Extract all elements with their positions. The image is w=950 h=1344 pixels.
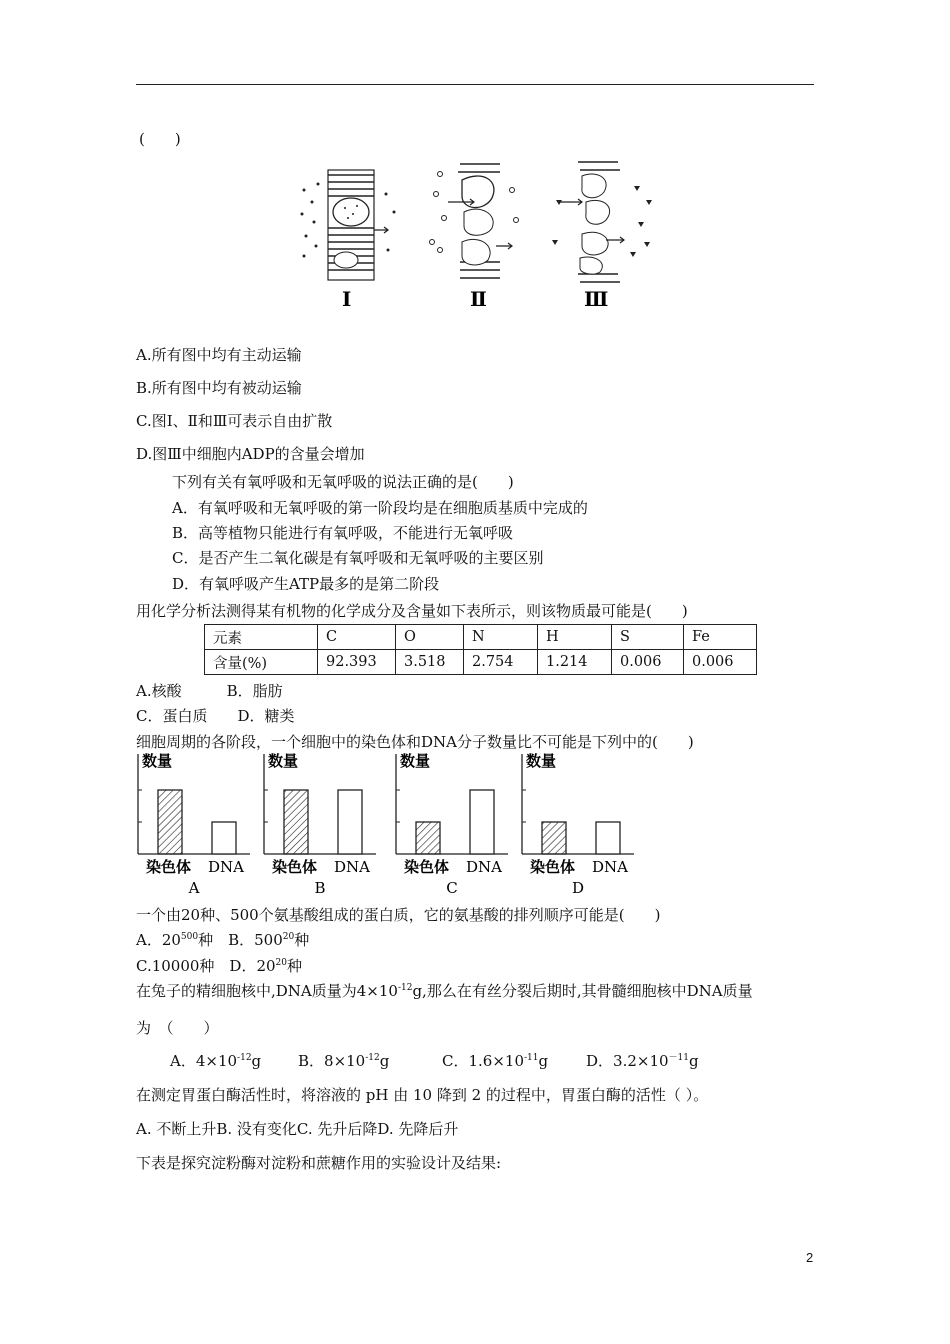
question-answer-blank: ( ) [139,130,181,148]
dna-bar [470,790,494,854]
chart-title: C [446,879,458,897]
y-axis-label: 数量 [142,752,173,770]
dna-bar [596,822,620,854]
page-number: 2 [806,1250,814,1265]
protein-stem: 一个由20种、500个氨基酸组成的蛋白质，它的氨基酸的排列顺序可能是( ) [136,906,661,924]
x-tick-label: 染色体 [530,858,576,876]
respiration-option-d: D．有氧呼吸产生ATP最多的是第二阶段 [172,575,440,593]
dna-option-c: C．$1.6\times 10^{-11}g$ [442,1052,549,1070]
dna-stem-line1: 在兔子的精细胞核中,DNA质量为$4\times 10^{-12}g$,那么在有丝分裂后期时,其骨髓细胞核中DNA质量 [136,982,753,1000]
table-cell: H [538,625,612,650]
protein-options-ab: A．$20^{500}$种 B．$500^{20}$种 [136,931,310,949]
chart-title: D [571,879,585,897]
element-table [204,624,757,675]
transport-option-d: D.图Ⅲ中细胞内ADP的含量会增加 [136,445,365,463]
y-axis-label: 数量 [526,752,557,770]
chart-title: B [314,879,326,897]
element-table-header-row [205,625,757,650]
respiration-option-b: B．高等植物只能进行有氧呼吸，不能进行无氧呼吸 [172,524,514,542]
table-cell: 元素 [205,625,318,650]
dna-bar [212,822,236,854]
table-cell: 1.214 [538,650,612,675]
table-cell: 0.006 [612,650,684,675]
membrane-panel-3 [552,162,652,282]
x-tick-label: 染色体 [272,858,318,876]
protein-options-cd: C.10000种 D．$20^{20}$种 [136,957,303,975]
y-axis-label: 数量 [268,752,299,770]
dna-option-d: D．$3.2\times 10^{-11}g$ [586,1052,699,1070]
x-tick-label: DNA [208,858,244,876]
table-cell: S [612,625,684,650]
chromosome-bar [542,822,566,854]
table-cell: O [396,625,464,650]
chart-title: A [188,879,200,897]
chemical-stem: 用化学分析法测得某有机物的化学成分及含量如下表所示，则该物质最可能是( ) [136,602,688,620]
table-cell: Fe [684,625,757,650]
x-tick-label: DNA [466,858,502,876]
membrane-panel-2 [430,164,519,278]
header-rule [136,84,814,85]
table-cell: N [464,625,538,650]
chemical-options-line1: A.核酸 B．脂肪 [136,682,283,700]
chromosome-bar [416,822,440,854]
membrane-label-3: Ⅲ [584,287,609,311]
membrane-label-1: Ⅰ [342,287,352,311]
table-cell: 0.006 [684,650,757,675]
respiration-option-a: A．有氧呼吸和无氧呼吸的第一阶段均是在细胞质基质中完成的 [172,499,588,517]
transport-option-b: B.所有图中均有被动运输 [136,379,302,397]
chromosome-bar [158,790,182,854]
membrane-label-2: Ⅱ [470,287,487,311]
cellcycle-stem: 细胞周期的各阶段，一个细胞中的染色体和DNA分子数量比不可能是下列中的( ) [136,733,694,751]
x-tick-label: DNA [592,858,628,876]
pepsin-options: A. 不断上升B. 没有变化C. 先升后降D. 先降后升 [136,1120,459,1138]
table-cell: C [318,625,396,650]
membrane-panel-1 [301,170,396,280]
respiration-option-c: C．是否产生二氧化碳是有氧呼吸和无氧呼吸的主要区别 [172,549,544,567]
respiration-stem: 下列有关有氧呼吸和无氧呼吸的说法正确的是( ) [172,473,514,491]
amylase-stem: 下表是探究淀粉酶对淀粉和蔗糖作用的实验设计及结果: [136,1154,502,1172]
y-axis-label: 数量 [400,752,431,770]
x-tick-label: 染色体 [404,858,450,876]
table-cell: 3.518 [396,650,464,675]
transport-option-a: A.所有图中均有主动运输 [136,346,302,364]
chromosome-bar [284,790,308,854]
chemical-options-line2: C．蛋白质 D．糖类 [136,707,295,725]
x-tick-label: DNA [334,858,370,876]
dna-bar [338,790,362,854]
membrane-transport-figure [290,150,670,320]
table-cell: 2.754 [464,650,538,675]
dna-option-a: A．$4\times 10^{-12}g$ [170,1052,262,1070]
dna-option-b: B．$8\times 10^{-12}g$ [298,1052,390,1070]
x-tick-label: 染色体 [146,858,192,876]
transport-option-c: C.图Ⅰ、Ⅱ和Ⅲ可表示自由扩散 [136,412,333,430]
element-table-value-row [205,650,757,675]
dna-stem-line2: 为 （ ） [136,1019,219,1037]
table-cell: 含量(%) [205,650,318,675]
cellcycle-bar-charts [130,748,650,900]
pepsin-stem: 在测定胃蛋白酶活性时，将溶液的 pH 由 10 降到 2 的过程中，胃蛋白酶的活性（ ）。 [136,1086,709,1104]
table-cell: 92.393 [318,650,396,675]
